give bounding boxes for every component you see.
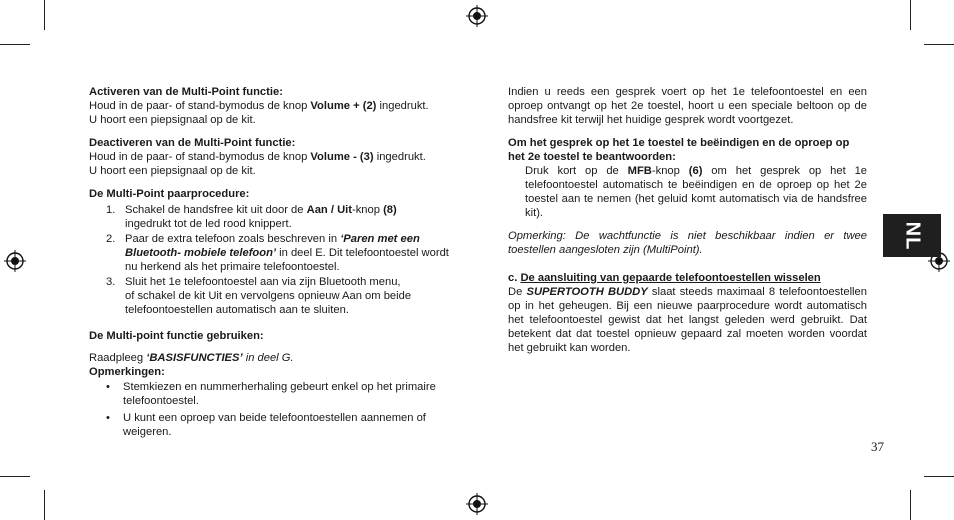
section-heading: De Multi-Point paarprocedure: bbox=[89, 188, 250, 200]
section-title: De aansluiting van gepaarde telefoontoestellen wisselen bbox=[520, 272, 821, 284]
text: tot de led rood knippert. bbox=[171, 218, 292, 230]
crop-mark bbox=[910, 0, 911, 30]
crop-mark bbox=[0, 44, 30, 45]
paragraph bbox=[89, 351, 459, 365]
text: slaat steeds maximaal 8 telefoontoestellen op in het geheugen. Bij een nieuwe paarprocedure wordt automatisch het telefoontoestel gewist dat het langst geleden werd gebruikt. Dat betekent dat dat toestel opnieuw gepaard zal moeten worden voordat het gebruikt kan worden. bbox=[508, 286, 867, 354]
paragraph bbox=[508, 164, 867, 220]
bullet: • bbox=[106, 381, 110, 393]
text: in deel G. bbox=[242, 352, 294, 364]
key-label: Volume + (2) bbox=[310, 100, 377, 112]
deactivate-section bbox=[89, 136, 459, 178]
registration-mark-icon bbox=[4, 250, 26, 272]
text: U kunt een oproep van beide telefoontoestellen aannemen of weigeren. bbox=[123, 412, 426, 438]
text: Houd in de paar- of stand-bymodus de knop bbox=[89, 100, 311, 112]
crop-mark bbox=[924, 44, 954, 45]
text: in deel E. Dit telefoontoestel wordt nu herkend als het primaire telefoontoestel. bbox=[125, 247, 449, 273]
text: -knop bbox=[351, 204, 384, 216]
list-item bbox=[89, 411, 459, 439]
switch-call-section bbox=[508, 136, 867, 220]
text: Raadpleeg bbox=[89, 352, 147, 364]
activate-section bbox=[89, 85, 459, 127]
list-number: 1. bbox=[106, 204, 116, 216]
list-item bbox=[89, 203, 459, 231]
list-item bbox=[89, 275, 459, 317]
text: ingedrukt. bbox=[373, 151, 426, 163]
crop-mark bbox=[924, 476, 954, 477]
text: Druk kort op de bbox=[525, 165, 628, 177]
right-column bbox=[508, 85, 867, 355]
crop-mark bbox=[44, 0, 45, 30]
text: of schakel de kit Uit en vervolgens opnieuw Aan om beide telefoontoestellen automatisch aan te sluiten. bbox=[125, 290, 412, 316]
page-number: 37 bbox=[871, 439, 884, 454]
registration-mark-icon bbox=[466, 5, 488, 27]
paragraph: U hoort een piepsignaal op de kit. bbox=[89, 165, 256, 177]
section-label: c. bbox=[508, 272, 518, 284]
paragraph: U hoort een piepsignaal op de kit. bbox=[89, 114, 256, 126]
text: om het gesprek op het 1e telefoontoestel automatisch te beëindigen en de oproep op het 2e toestel aan te nemen (het geluid komt automatisch via de handsfree kit). bbox=[525, 165, 868, 219]
section-heading: De Multi-point functie gebruiken: bbox=[89, 330, 264, 342]
crop-mark bbox=[0, 476, 30, 477]
switch-connection-section bbox=[508, 271, 867, 355]
language-tab bbox=[883, 214, 941, 257]
registration-mark-icon bbox=[466, 493, 488, 515]
section-heading: Activeren van de Multi-Point functie: bbox=[89, 86, 283, 98]
text: Stemkiezen en nummerherhaling gebeurt enkel op het primaire telefoontoestel. bbox=[123, 381, 436, 407]
paragraph bbox=[89, 150, 459, 164]
text: -knop bbox=[651, 165, 689, 177]
key-label: (6) bbox=[688, 165, 703, 177]
text: Sluit het 1e telefoontoestel aan via zijn Bluetooth menu, bbox=[125, 276, 401, 288]
section-heading: Om het gesprek op het 1e toestel te beëindigen en de oproep op het 2e toestel te beantwoorden: bbox=[508, 137, 850, 163]
cross-reference: ‘Paren met een Bluetooth- mobiele telefoon’ bbox=[125, 233, 420, 259]
list-item bbox=[89, 232, 459, 274]
paragraph bbox=[508, 285, 867, 355]
cross-reference: ‘BASISFUNCTIES’ bbox=[146, 352, 243, 364]
key-label: Aan / Uit bbox=[306, 204, 352, 216]
crop-mark bbox=[910, 490, 911, 520]
brand-name: SUPERTOOTH BUDDY bbox=[526, 286, 648, 298]
usage-section bbox=[89, 329, 459, 343]
language-tab-label: NL bbox=[900, 221, 923, 250]
section-heading: Deactiveren van de Multi-Point functie: bbox=[89, 137, 296, 149]
paragraph bbox=[89, 99, 459, 113]
pairing-section bbox=[89, 187, 459, 317]
list-number: 2. bbox=[106, 233, 116, 245]
notes-section bbox=[89, 351, 459, 439]
text: ingedrukt. bbox=[376, 100, 429, 112]
text: Schakel de handsfree kit uit door de bbox=[125, 204, 307, 216]
text: De bbox=[508, 286, 527, 298]
key-label: Volume - (3) bbox=[310, 151, 374, 163]
left-column bbox=[89, 85, 459, 440]
key-label: (8) bbox=[383, 204, 397, 216]
bullet: • bbox=[106, 412, 110, 424]
section-heading: Opmerkingen: bbox=[89, 366, 165, 378]
text: Paar de extra telefoon zoals beschreven in bbox=[125, 233, 341, 245]
note: Opmerking: De wachtfunctie is niet beschikbaar indien er twee toestellen aangesloten zijn (MultiPoint). bbox=[508, 230, 867, 256]
paragraph: Indien u reeds een gesprek voert op het 1e telefoontoestel en een oproep ontvangt op het 2e toestel, hoort u een speciale beltoon op de handsfree kit terwijl het huidige gesprek wordt voortgezet. bbox=[508, 86, 867, 126]
list-item bbox=[89, 380, 459, 408]
key-label: MFB bbox=[627, 165, 652, 177]
text: Houd in de paar- of stand-bymodus de knop bbox=[89, 151, 311, 163]
section-heading bbox=[508, 271, 867, 285]
text: ingedrukt bbox=[125, 218, 172, 230]
list-number: 3. bbox=[106, 276, 116, 288]
crop-mark bbox=[44, 490, 45, 520]
